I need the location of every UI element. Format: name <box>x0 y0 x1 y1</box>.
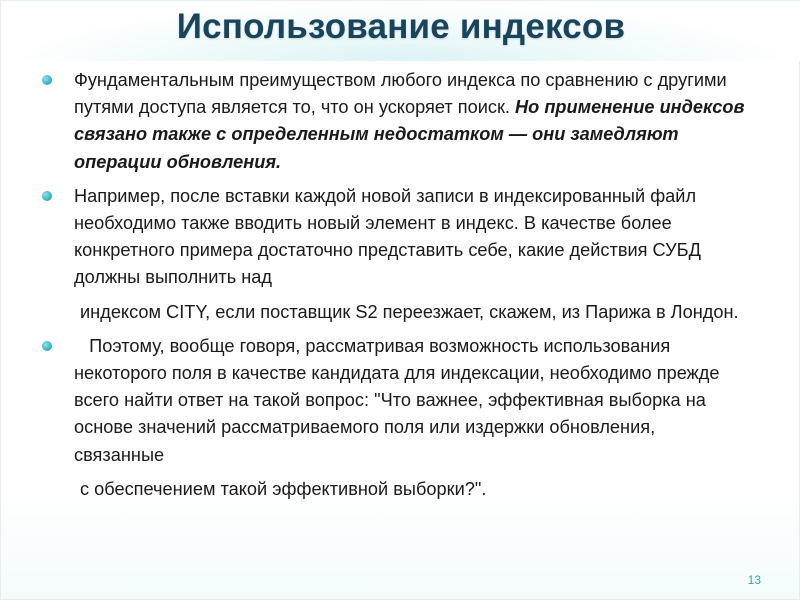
bullet-dot-icon <box>42 191 52 201</box>
continuation-text-1: индексом CITY, если поставщик S2 переезжает, скажем, из Парижа в Лондон. <box>80 301 739 322</box>
bullet-text-1 <box>74 67 749 176</box>
bullet-item-3 <box>49 333 749 469</box>
bullet-text-3: Поэтому, вообще говоря, рассматривая возможность использования некоторого поля в качестве кандидата для индексации, необходимо прежде всего найти ответ на такой вопрос: "Что важнее, эффективная выборка на основе значений рассматриваемого поля или издержки обновления, связанные <box>74 335 725 465</box>
slide-title: Использование индексов <box>176 7 626 46</box>
bullet-item-2 <box>49 183 749 292</box>
bullet-dot-icon <box>42 75 52 85</box>
bullet-item-1 <box>49 67 749 176</box>
bullet-text-2: Например, после вставки каждой новой записи в индексированный файл необходимо также вводить новый элемент в индекс. В качестве более конкретного примера достаточно представить себе, какие действия СУБД должны выполнить над <box>74 185 701 288</box>
bullet-1-plain-text: Фундаментальным преимуществом любого индекса по сравнению с другими путями доступа является то, что он ускоряет поиск. <box>74 70 727 118</box>
bullet-1-emphasis-text: Но применение индексов связано также с определенным недостатком — они замедляют операции обновления. <box>74 97 745 172</box>
slide-body <box>49 67 749 503</box>
bullet-dot-icon <box>42 341 52 351</box>
continuation-text-2: с обеспечением такой эффективной выборки?". <box>80 478 487 499</box>
page-number: 13 <box>747 573 761 587</box>
